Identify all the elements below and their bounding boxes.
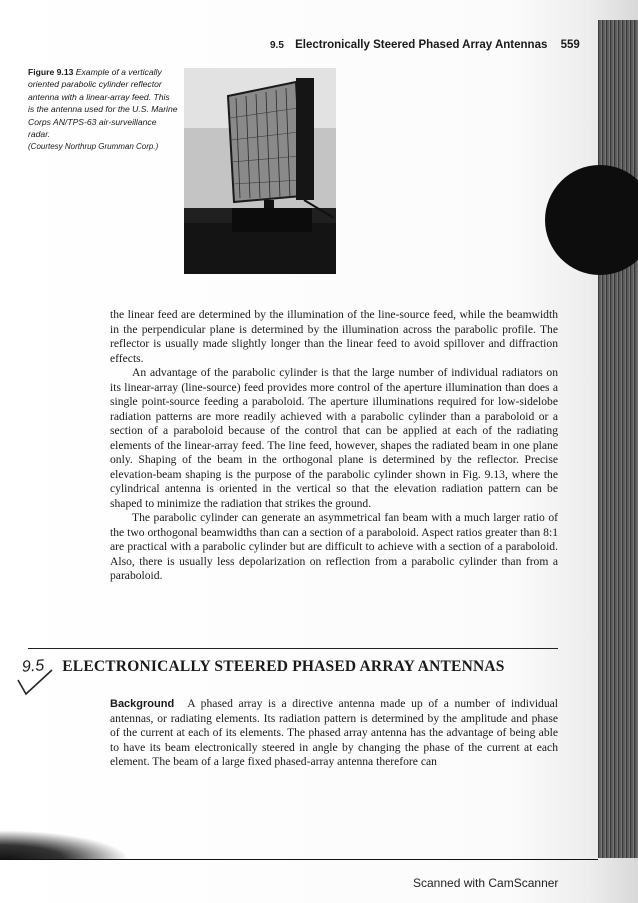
scan-bottom-edge: [0, 859, 598, 860]
background-run-in-heading: Background: [110, 698, 175, 710]
figure-credit: (Courtesy Northrup Grumman Corp.): [28, 142, 159, 152]
page-edge-shadow: [598, 20, 638, 858]
antenna-photo: [184, 68, 336, 274]
body-paragraph: The parabolic cylinder can generate an asymmetrical fan beam with a much larger ratio of the two orthogonal beamwidths than can a section of a paraboloid. Aspect ratios greater than 8:1 are practical with a parabolic cylinder but are difficult to achieve with a section of a paraboloid. Also, there is usually less depolarization on reflection from a parabolic cylinder than from a paraboloid.: [110, 511, 558, 582]
camscanner-watermark: Scanned with CamScanner: [413, 876, 559, 890]
background-text: A phased array is a directive antenna made up of a number of individual antennas, or radiating elements. Its radiation pattern is determined by the amplitude and phase of the current at each of its elements. The phased array antenna has the advantage of being able to have its beam electronically steered in angle by changing the phase of the current at each element. The beam of a large fixed phased-array antenna therefore can: [110, 697, 558, 768]
background-paragraph: [110, 697, 558, 770]
header-section-number: 9.5: [270, 40, 284, 51]
body-paragraph: the linear feed are determined by the illumination of the line-source feed, while the beamwidth in the perpendicular plane is determined by the illumination across the parabolic profile. The reflector is usually made slightly longer than the linear feed to avoid spillover and diffraction effects.: [110, 308, 558, 365]
body-paragraph: An advantage of the parabolic cylinder is that the large number of individual radiators on its linear-array (line-source) feed provides more control of the aperture illumination than does a single point-source feeding a paraboloid. The aperture illuminations required for low-sidelobe radiation patterns are more readily achieved with a parabolic cylinder than a paraboloid or a section of a paraboloid because of the control that can be applied at each of the radiating elements of the linear-array feed. The line feed, however, shapes the radiated beam in one plane only. Shaping of the beam in the orthogonal plane is determined by the reflector. Precise elevation-beam shaping is the purpose of the parabolic cylinder shown in Fig. 9.13, where the cylindrical antenna is oriented in the vertical so that the elevation radiation pattern can be shaped to minimize the radiation that strikes the ground.: [110, 366, 558, 510]
figure-caption-text: Example of a vertically oriented parabolic cylinder reflector antenna with a linear-array feed. This is the antenna used for the U.S. Marine Corps AN/TPS-63 air-surveillance radar.: [28, 67, 178, 140]
section-heading: [22, 658, 582, 686]
section-divider: [28, 648, 558, 649]
page-number: 559: [560, 39, 580, 51]
running-header: [270, 39, 590, 57]
header-running-title: Electronically Steered Phased Array Antennas: [295, 39, 548, 51]
figure-label: Figure 9.13: [28, 67, 74, 77]
antenna-photo-drawing: [184, 68, 336, 274]
section-title: ELECTRONICALLY STEERED PHASED ARRAY ANTENNAS: [62, 658, 505, 675]
corner-shadow: [0, 830, 130, 860]
section-number: 9.5: [21, 657, 45, 676]
body-text-block: [110, 308, 558, 584]
figure-caption: [28, 66, 178, 154]
